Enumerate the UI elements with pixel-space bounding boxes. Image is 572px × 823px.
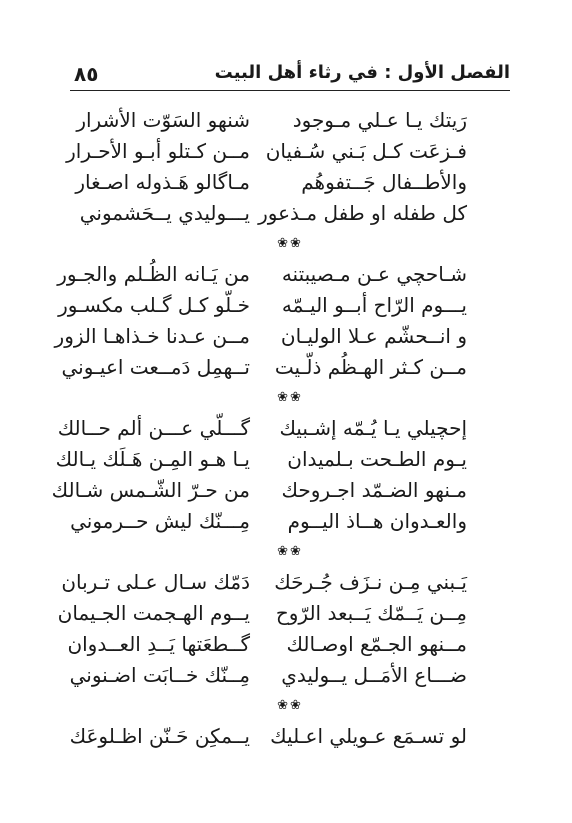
verse — [61, 567, 505, 598]
verse-first-hemistich: مــن كـثر الهـظُم ذلّـيت — [274, 355, 467, 379]
stanza-5 — [69, 721, 505, 752]
verse-first-hemistich: فـزعَت كـل بَـني سُـفيان — [265, 139, 467, 163]
verse-second-hemistich: خـلّو كـل گـلب مكسـور — [58, 293, 250, 317]
verse — [69, 660, 505, 691]
verse — [69, 721, 505, 752]
flower-divider-icon: ❀❀ — [277, 544, 303, 559]
verse-second-hemistich: مــن كـتلو أبـو الأحـرار — [66, 139, 250, 163]
verse — [75, 105, 505, 136]
verse-first-hemistich: شـاحچي عـن مـصيبتنه — [281, 262, 467, 286]
page-header — [70, 60, 510, 90]
verse-second-hemistich: مِـــنّك ليش حــرموني — [70, 509, 250, 533]
verse-first-hemistich: مـنهو الضـمّد اجـروحك — [281, 478, 467, 502]
verse-second-hemistich: مـاگالو هَـذوله اصـغار — [75, 170, 250, 194]
page-number: ٨٥ — [74, 62, 99, 86]
verse-first-hemistich: مــنهو الجـمّع اوصـالك — [286, 632, 467, 656]
verse-second-hemistich: مِــنّك خــابَت اضـنوني — [69, 663, 250, 687]
verse — [67, 629, 505, 660]
verse-first-hemistich: ضـــاع الأمَــل يــوليدي — [281, 663, 467, 687]
verse — [51, 475, 505, 506]
verse-second-hemistich: دَمّك سـال عـلى تـربان — [61, 570, 250, 594]
verse-second-hemistich: من حـرّ الشّـمس شـالك — [51, 478, 250, 502]
verse — [57, 413, 505, 444]
flower-divider-icon: ❀❀ — [277, 390, 303, 405]
verse-second-hemistich: تــهمِل دَمــعت اعيـوني — [61, 355, 250, 379]
verse-first-hemistich: مِــن يَــمّك يَــبعد الرّوح — [275, 601, 467, 625]
header-rule — [70, 90, 510, 91]
stanza-4 — [57, 567, 505, 691]
verse — [70, 506, 505, 537]
verse-first-hemistich: رَيتك يـا عـلي مـوجود — [292, 108, 467, 132]
verse-second-hemistich: شنهو السَوّت الأشرار — [76, 108, 250, 132]
verse-first-hemistich: يـوم الطـحت بـلميدان — [287, 447, 467, 471]
verse-first-hemistich: يَـبني مِـن نـزَف جُـرحَك — [274, 570, 467, 594]
chapter-title: الفصل الأول : في رثاء أهل البيت — [214, 62, 510, 83]
verse-first-hemistich: والأطــفال جَــتفوهُم — [301, 170, 467, 194]
verse-second-hemistich: يـــوليدي يــحَشموني — [79, 201, 250, 225]
verse-second-hemistich: يـا هـو المِـن هَـلَك يـالك — [55, 447, 250, 471]
stanza-3 — [51, 413, 505, 537]
flower-divider-icon: ❀❀ — [277, 698, 303, 713]
verse-first-hemistich: و انــحشّم عـلا الوليـان — [280, 324, 467, 348]
verse-first-hemistich: لو تسـمَع عـويلي اعـليك — [270, 724, 467, 748]
verse — [57, 259, 505, 290]
verse-second-hemistich: مــن عـدنا خـذاهـا الزور — [54, 324, 250, 348]
verse-first-hemistich: كل طفله او طفل مـذعور — [258, 201, 467, 225]
verse-second-hemistich: يــوم الهـجمت الجـيمان — [57, 601, 250, 625]
verse-second-hemistich: من يَـانه الظُـلم والجـور — [57, 262, 250, 286]
verse — [75, 198, 505, 229]
verse — [57, 598, 505, 629]
verse-first-hemistich: والعـدوان هــاذ اليــوم — [287, 509, 467, 533]
verse — [54, 321, 505, 352]
poem-body — [51, 105, 505, 752]
verse — [55, 444, 505, 475]
verse — [58, 290, 505, 321]
verse-second-hemistich: يــمكِن حَـنّن اظـلوعَك — [69, 724, 250, 748]
stanza-2 — [54, 259, 505, 383]
verse-second-hemistich: گــطعَتها يَــدِ العــدوان — [67, 632, 250, 656]
verse-first-hemistich: إحچيلي يـا يُـمّه إشـبيك — [279, 416, 467, 440]
stanza-1 — [66, 105, 505, 229]
verse — [75, 167, 505, 198]
verse-second-hemistich: گـــلّي عـــن ألم حــالك — [57, 416, 250, 440]
verse — [66, 136, 505, 167]
flower-divider-icon: ❀❀ — [277, 236, 303, 251]
verse-first-hemistich: يـــوم الرّاح أبــو اليـمّه — [281, 293, 467, 317]
verse — [61, 352, 505, 383]
